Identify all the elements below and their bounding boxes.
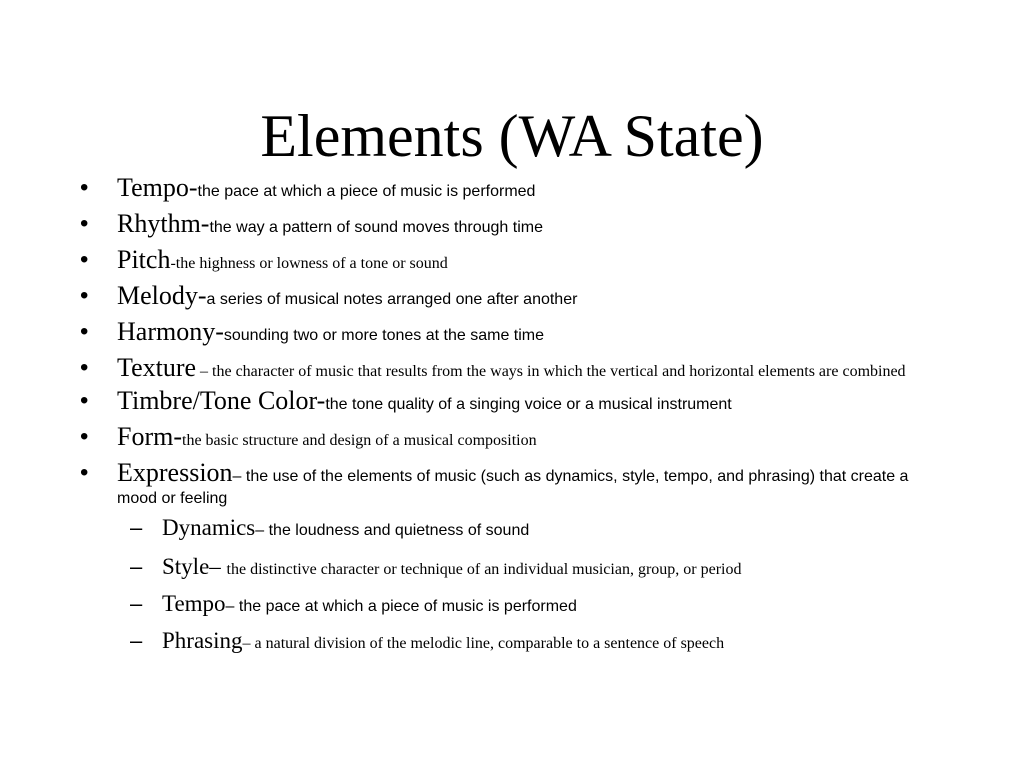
item-definition: – the character of music that results from the ways in which the vertical and horizontal elements are combined xyxy=(196,363,906,380)
item-definition: the pace at which a piece of music is performed xyxy=(197,183,536,200)
bullet-icon: • xyxy=(80,282,89,309)
list-item-texture xyxy=(80,354,910,383)
bullet-icon: • xyxy=(80,210,89,237)
subitem-definition: – the loudness and quietness of sound xyxy=(255,522,530,539)
bullet-icon: • xyxy=(80,423,89,450)
list-item-form xyxy=(80,423,910,455)
dash-icon: – xyxy=(130,554,143,579)
item-definition: a series of musical notes arranged one after another xyxy=(206,291,578,308)
list-item-melody xyxy=(80,282,910,314)
dash-icon: – xyxy=(130,515,143,540)
subitem-term: Dynamics xyxy=(162,515,256,540)
sublist-item-style xyxy=(117,553,910,584)
slide-title: Elements (WA State) xyxy=(260,103,764,169)
bullet-icon: • xyxy=(80,387,89,414)
item-definition: – the use of the elements of music (such as dynamics, style, tempo, and phrasing) that create a mood or feeling xyxy=(117,468,909,507)
item-definition: -the highness or lowness of a tone or sound xyxy=(170,255,448,272)
item-term: Pitch xyxy=(117,245,171,274)
item-definition: the tone quality of a singing voice or a musical instrument xyxy=(325,396,732,413)
bullet-icon: • xyxy=(80,354,89,381)
item-definition: the basic structure and design of a musical composition xyxy=(182,432,537,449)
list-item-pitch xyxy=(80,246,910,278)
list-item-harmony xyxy=(80,318,910,350)
list-item-tempo xyxy=(80,174,910,206)
list-item-expression xyxy=(80,459,910,658)
item-term: Expression xyxy=(117,458,233,487)
list-item-timbre xyxy=(80,387,910,419)
bullet-icon: • xyxy=(80,459,89,486)
dash-icon: – xyxy=(130,591,143,616)
sublist-item-tempo xyxy=(117,590,910,621)
subitem-definition: – the pace at which a piece of music is performed xyxy=(225,598,577,615)
item-term: Form- xyxy=(117,422,182,451)
expression-sublist xyxy=(117,514,910,658)
item-term: Timbre/Tone Color- xyxy=(117,386,326,415)
sublist-item-dynamics xyxy=(117,514,910,545)
item-definition: the way a pattern of sound moves through time xyxy=(209,219,543,236)
subitem-term: Phrasing xyxy=(162,628,243,653)
sublist-item-phrasing xyxy=(117,627,910,658)
subitem-definition: – a natural division of the melodic line, comparable to a sentence of speech xyxy=(242,635,725,652)
elements-list xyxy=(80,174,910,664)
subitem-definition: the distinctive character or technique of an individual musician, group, or period xyxy=(226,561,742,578)
item-term: Harmony- xyxy=(117,317,224,346)
subitem-term: Style– xyxy=(162,554,227,579)
item-term: Tempo- xyxy=(117,173,198,202)
item-definition: sounding two or more tones at the same time xyxy=(223,327,545,344)
item-term: Rhythm- xyxy=(117,209,210,238)
list-item-rhythm xyxy=(80,210,910,242)
bullet-icon: • xyxy=(80,174,89,201)
bullet-icon: • xyxy=(80,318,89,345)
item-term: Texture xyxy=(117,353,197,382)
item-term: Melody- xyxy=(117,281,207,310)
dash-icon: – xyxy=(130,628,143,653)
subitem-term: Tempo xyxy=(162,591,226,616)
bullet-icon: • xyxy=(80,246,89,273)
